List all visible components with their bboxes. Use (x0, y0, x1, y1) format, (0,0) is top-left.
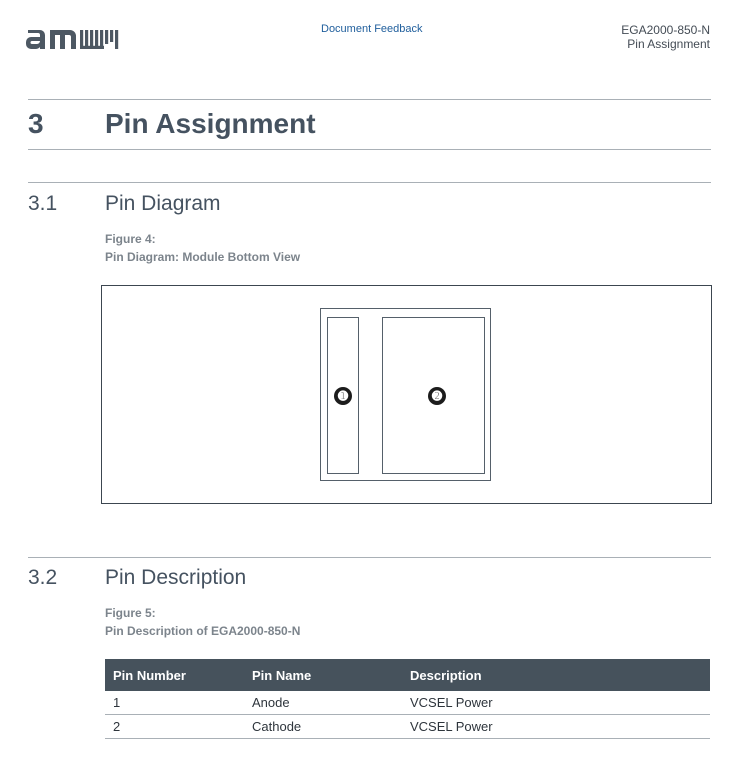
section-number: 3 (28, 108, 44, 139)
cell-description: VCSEL Power (402, 715, 710, 739)
table-row (105, 691, 710, 715)
cell-pin-number: 2 (105, 715, 244, 739)
divider-line (28, 182, 711, 183)
subsection-number-3-1: 3.1 (28, 192, 58, 215)
figure-4-caption (105, 230, 300, 266)
document-id-block (621, 23, 710, 51)
ams-logo (24, 20, 124, 52)
column-header-pin-number: Pin Number (105, 659, 244, 691)
document-section-name: Pin Assignment (627, 37, 710, 51)
cell-pin-number: 1 (105, 691, 244, 715)
subsection-number-3-2: 3.2 (28, 566, 58, 589)
section-title: Pin Assignment (105, 108, 316, 139)
document-id: EGA2000-850-N (621, 23, 710, 37)
figure-5-caption (105, 604, 300, 640)
table-header-row (105, 659, 710, 691)
divider-line (28, 149, 711, 150)
cell-pin-name: Anode (244, 691, 402, 715)
cell-pin-name: Cathode (244, 715, 402, 739)
pin-1-marker: ➊ (334, 387, 352, 405)
divider-line (28, 99, 711, 100)
pin-2-marker: ➋ (428, 387, 446, 405)
subsection-title-pin-description: Pin Description (105, 566, 247, 589)
document-feedback-link[interactable]: Document Feedback (321, 23, 423, 35)
table-row (105, 715, 710, 739)
column-header-pin-name: Pin Name (244, 659, 402, 691)
subsection-title-pin-diagram: Pin Diagram (105, 192, 221, 215)
cell-description: VCSEL Power (402, 691, 710, 715)
figure-label: Figure 5: (105, 606, 156, 620)
divider-line (28, 557, 711, 558)
pin-description-table (105, 659, 710, 739)
figure-label: Figure 4: (105, 232, 156, 246)
figure-caption: Pin Diagram: Module Bottom View (105, 250, 301, 264)
column-header-description: Description (402, 659, 710, 691)
figure-caption: Pin Description of EGA2000-850-N (105, 624, 301, 638)
